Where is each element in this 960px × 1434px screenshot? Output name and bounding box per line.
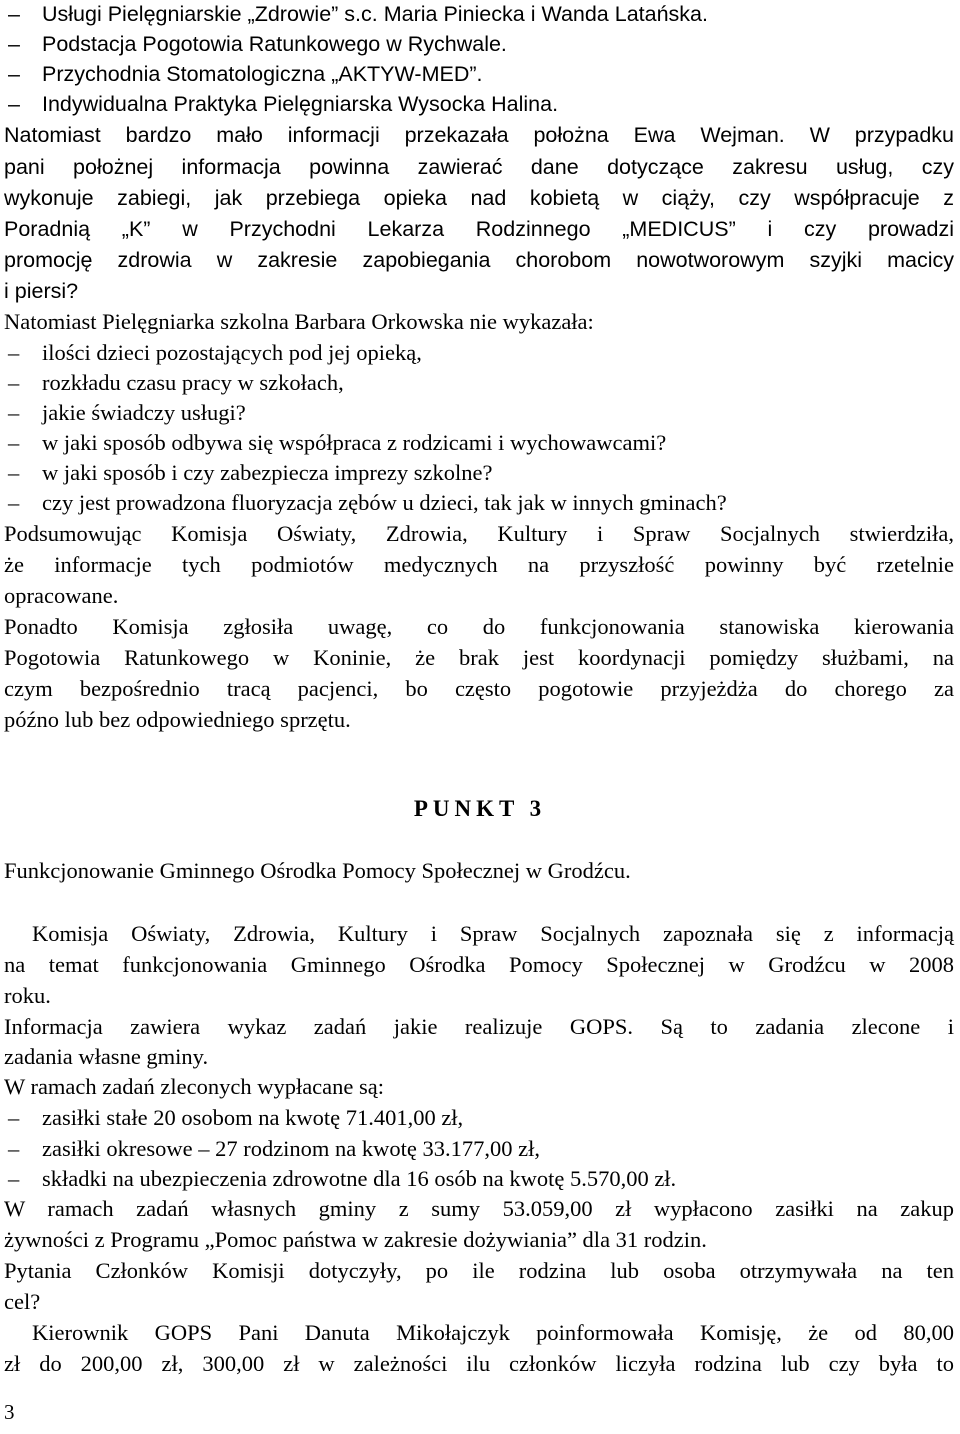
paragraph-line: Podsumowując Komisja Oświaty, Zdrowia, Kultury i Spraw Socjalnych stwierdziła, xyxy=(4,521,954,546)
paragraph-line: promocję zdrowia w zakresie zapobiegania chorobom nowotworowym szyjki macicy xyxy=(4,248,954,272)
paragraph-line: czym bezpośrednio tracą pacjenci, bo często pogotowie przyjeżdża do chorego za xyxy=(4,676,954,701)
dash-bullet: – xyxy=(8,460,20,485)
paragraph-line: zadania własne gminy. xyxy=(4,1044,209,1069)
paragraph-line: Poradnią „K” w Przychodni Lekarza Rodzinnego „MEDICUS” i czy prowadzi xyxy=(4,217,954,241)
dash-bullet: – xyxy=(8,1166,20,1191)
paragraph-line: cel? xyxy=(4,1289,41,1314)
dash-bullet: – xyxy=(8,490,20,515)
dash-bullet: – xyxy=(8,400,20,425)
dash-bullet: – xyxy=(8,92,20,116)
paragraph-line: na temat funkcjonowania Gminnego Ośrodka Pomocy Społecznej w Grodźcu w 2008 xyxy=(4,952,954,977)
dash-bullet: – xyxy=(8,1136,20,1161)
section-heading: PUNKT 3 xyxy=(413,796,547,821)
dash-bullet: – xyxy=(8,340,20,365)
paragraph-line: W ramach zadań własnych gminy z sumy 53.059,00 zł wypłacono zasiłki na zakup xyxy=(4,1196,954,1221)
dash-bullet: – xyxy=(8,1105,20,1130)
paragraph-line: Natomiast Pielęgniarka szkolna Barbara Orkowska nie wykazała: xyxy=(4,309,594,334)
dash-bullet: – xyxy=(8,370,20,395)
paragraph-line: pani położnej informacja powinna zawierać dane dotyczące zakresu usług, czy xyxy=(4,155,954,179)
paragraph-line: Kierownik GOPS Pani Danuta Mikołajczyk poinformowała Komisję, że od 80,00 xyxy=(32,1320,954,1345)
paragraph-line: Informacja zawiera wykaz zadań jakie realizuje GOPS. Są to zadania zlecone i xyxy=(4,1014,954,1039)
paragraph-line: W ramach zadań zleconych wypłacane są: xyxy=(4,1074,385,1099)
dash-bullet: – xyxy=(8,32,20,56)
paragraph-line: Natomiast bardzo mało informacji przekazała położna Ewa Wejman. W przypadku xyxy=(4,123,954,147)
paragraph-line: Pytania Członków Komisji dotyczyły, po ile rodzina lub osoba otrzymywała na ten xyxy=(4,1258,954,1283)
dash-bullet: – xyxy=(8,2,20,26)
document-page: – Usługi Pielęgniarskie „Zdrowie” s.c. Maria Piniecka i Wanda Latańska. – Podstacja Pogotowia Ratunkowego w Rychwale. – Przychodnia Stomatologiczna „AKTYW-MED”. – Indywidualna Praktyka Pielęgniarska Wysocka Halina. Natomiast bardzo mało informacji przekazała położna Ewa Wejman. W przypadku pani położnej informacja powinna zawierać dane dotyczące zakresu usług, czy wykonuje zabiegi, jak przebiega opieka nad kobietą w ciąży, czy współpracuje z Poradnią „K” w Przychodni Lekarza Rodzinnego „MEDICUS” i czy prowadzi promocję zdrowia w zakresie zapobiegania chorobom nowotworowym szyjki macicy i piersi? Natomiast Pielęgniarka szkolna Barbara Orkowska nie wykazała: – ilości dzieci pozostających pod jej opieką, – rozkładu czasu pracy w szkołach, – jakie świadczy usługi? – w jaki sposób odbywa się współpraca z rodzicami i wychowawcami? – w jaki sposób i czy zabezpiecza imprezy szkolne? – czy jest prowadzona fluoryzacja zębów u dzieci, tak jak w innych gminach? Podsumowując Komisja Oświaty, Zdrowia, Kultury i Spraw Socjalnych stwierdziła, że informacje tych podmiotów medycznych na przyszłość powinny być rzetelnie opracowane. Ponadto Komisja zgłosiła uwagę, co do funkcjonowania stanowiska kierowania Pogotowia Ratunkowego w Koninie, że brak jest koordynacji pomiędzy służbami, na czym bezpośrednio tracą pacjenci, bo często pogotowie przyjeżdża do chorego za późno lub bez odpowiedniego sprzętu. PUNKT 3 Funkcjonowanie Gminnego Ośrodka Pomocy Społecznej w Grodźcu. Komisja Oświaty, Zdrowia, Kultury i Spraw Socjalnych zapoznała się z informacją na temat funkcjonowania Gminnego Ośrodka Pomocy Społecznej w Grodźcu w 2008 roku. Informacja zawiera wykaz zadań jakie realizuje GOPS. Są to zadania zlecone i zadania własne gminy. W ramach zadań zleconych wypłacane są: – zasiłki stałe 20 osobom na kwotę 71.401,00 zł, – zasiłki okresowe – 27 rodzinom na kwotę 33.177,00 zł, – składki na ubezpieczenia zdrowotne dla 16 osób na kwotę 5.570,00 zł. W ramach zadań własnych gminy z sumy 53.059,00 zł wypłacono zasiłki na zakup żywności z Programu „Pomoc państwa w zakresie dożywiania” dla 31 rodzin. Pytania Członków Komisji dotyczyły, po ile rodzina lub osoba otrzymywała na ten cel? Kierownik GOPS Pani Danuta Mikołajczyk poinformowała Komisję, że od 80,00 zł do 200,00 zł, 300,00 zł w zależności ilu członków liczyła rodzina lub czy była to 3 xyxy=(0,0,960,1434)
paragraph-line: roku. xyxy=(4,983,51,1008)
paragraph-line: opracowane. xyxy=(4,583,119,608)
paragraph-line: późno lub bez odpowiedniego sprzętu. xyxy=(4,707,351,732)
section-subheading: Funkcjonowanie Gminnego Ośrodka Pomocy Społecznej w Grodźcu. xyxy=(4,858,631,883)
page-number: 3 xyxy=(4,1400,15,1424)
paragraph-line: Ponadto Komisja zgłosiła uwagę, co do funkcjonowania stanowiska kierowania xyxy=(4,614,954,639)
paragraph-line: żywności z Programu „Pomoc państwa w zakresie dożywiania” dla 31 rodzin. xyxy=(4,1227,707,1252)
paragraph-line: Komisja Oświaty, Zdrowia, Kultury i Spraw Socjalnych zapoznała się z informacją xyxy=(32,921,954,946)
paragraph-line: że informacje tych podmiotów medycznych na przyszłość powinny być rzetelnie xyxy=(4,552,954,577)
paragraph-line: zł do 200,00 zł, 300,00 zł w zależności ilu członków liczyła rodzina lub czy była to xyxy=(4,1351,954,1376)
dash-bullet: – xyxy=(8,430,20,455)
dash-bullet: – xyxy=(8,62,20,86)
paragraph-line: wykonuje zabiegi, jak przebiega opieka nad kobietą w ciąży, czy współpracuje z xyxy=(4,186,954,210)
paragraph-line: i piersi? xyxy=(4,279,79,303)
paragraph-line: Pogotowia Ratunkowego w Koninie, że brak jest koordynacji pomiędzy służbami, na xyxy=(4,645,954,670)
